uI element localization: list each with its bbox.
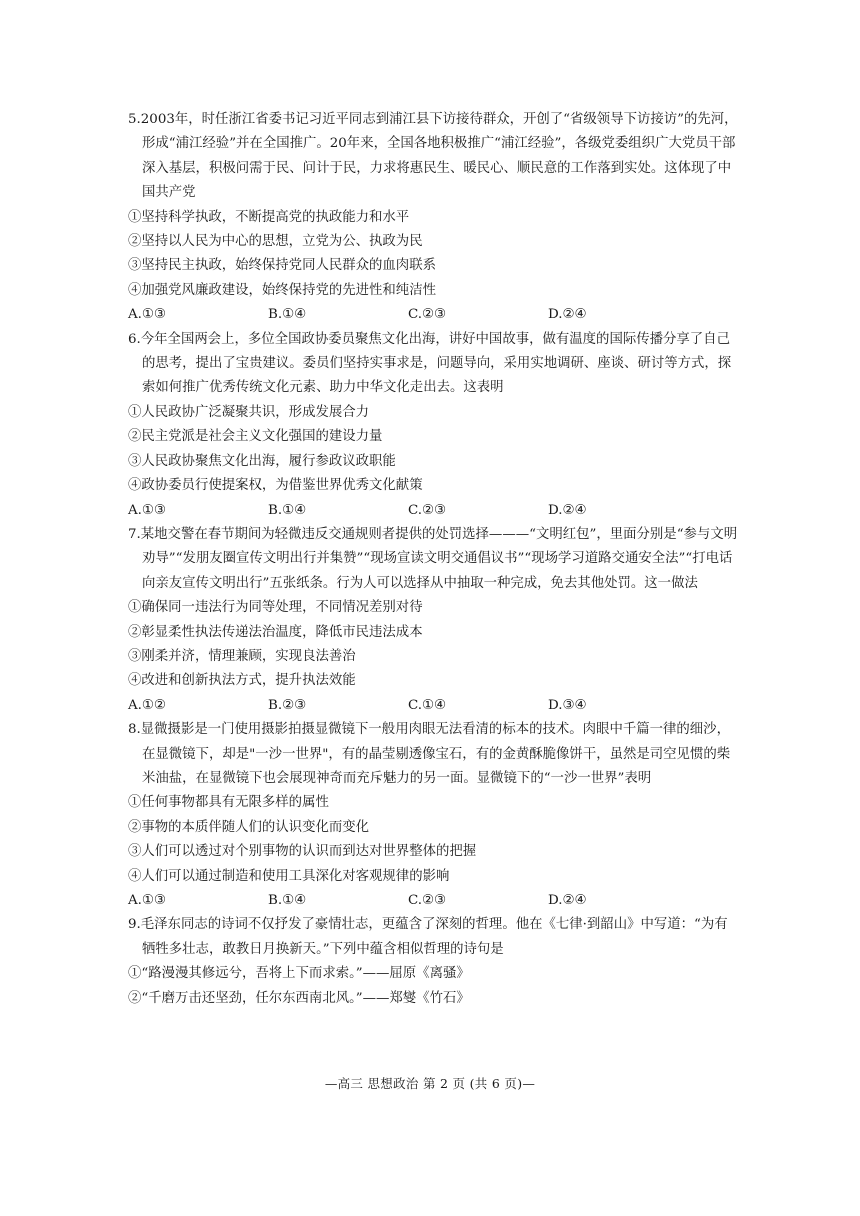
answer-choices (128, 889, 738, 913)
statement-option: ②彰显柔性执法传递法治温度，降低市民违法成本 (128, 624, 423, 640)
statement-option: ①任何事物都具有无限多样的属性 (128, 795, 329, 811)
question-7 (128, 523, 738, 718)
choice-b: B.①④ (268, 502, 307, 518)
statement-option: ①人民政协广泛凝聚共识，形成发展合力 (128, 404, 370, 420)
answer-choices (128, 499, 738, 523)
choice-a: A.①② (128, 697, 166, 713)
question-stem: 8.显微摄影是一门使用摄影拍摄显微镜下一般用肉眼无法看清的标本的技术。肉眼中千篇一律的细沙，在显微镜下，却是"一沙一世界"，有的晶莹剔透像宝石，有的金黄酥脆像饼干，虽然是司空见惯的柴米油盐，在显微镜下也会展现神奇而充斥魅力的另一面。显微镜下的“一沙一世界”表明 (128, 722, 731, 786)
choice-a: A.①③ (128, 893, 166, 908)
statement-option: ③人们可以透过对个别事物的认识而到达对世界整体的把握 (128, 844, 477, 860)
question-list (128, 108, 738, 1011)
answer-choices (128, 303, 738, 327)
statement-option: ④加强党风廉政建设，始终保持党的先进性和纯洁性 (128, 282, 436, 298)
statement-option: ②“千磨万击还坚劲，任尔东西南北风。”——郑燮《竹石》 (128, 990, 470, 1006)
choice-d: D.②④ (548, 502, 587, 518)
statement-option: ②民主党派是社会主义文化强国的建设力量 (128, 429, 383, 445)
statement-option: ③坚持民主执政，始终保持党同人民群众的血肉联系 (128, 258, 436, 274)
statement-option: ②事物的本质伴随人们的认识变化而变化 (128, 819, 370, 835)
choice-c: C.②③ (408, 307, 447, 323)
choice-a: A.①③ (128, 307, 166, 323)
choice-b: B.①④ (268, 307, 307, 323)
statement-option: ③人民政协聚焦文化出海，履行参政议政职能 (128, 453, 396, 469)
choice-c: C.②③ (408, 893, 447, 908)
answer-choices (128, 694, 738, 718)
statement-option: ②坚持以人民为中心的思想，立党为公、执政为民 (128, 234, 423, 250)
page-footer: —高三 思想政治 第 2 页 (共 6 页)— (324, 1076, 536, 1091)
question-9 (128, 913, 738, 1011)
question-stem: 5.2003年，时任浙江省委书记习近平同志到浦江县下访接待群众，开创了“省级领导下访接访”的先河，形成“浦江经验”并在全国推广。20年来，全国各地积极推广“浦江经验”，各级党委组织广大党员干部深入基层，积极问需于民、问计于民，力求将惠民生、暖民心、顺民意的工作落到实处。这体现了中国共产党 (128, 112, 738, 201)
choice-a: A.①③ (128, 502, 166, 518)
choice-d: D.③④ (548, 697, 587, 713)
question-6 (128, 328, 738, 523)
question-stem: 7.某地交警在春节期间为轻微违反交通规则者提供的处罚选择———“文明红包”，里面分别是“参与文明劝导”“发朋友圈宣传文明出行并集赞”“现场宣读文明交通倡议书”“现场学习道路交通安全法”“打电话向亲友宣传文明出行”五张纸条。行为人可以选择从中抽取一种完成，免去其他处罚。这一做法 (128, 526, 738, 591)
statement-option: ④人们可以通过制造和使用工具深化对客观规律的影响 (128, 868, 450, 884)
statement-option: ④政协委员行使提案权，为借鉴世界优秀文化献策 (128, 478, 423, 494)
choice-d: D.②④ (548, 893, 587, 908)
question-5 (128, 108, 738, 328)
question-stem: 9.毛泽东同志的诗词不仅抒发了豪情壮志，更蕴含了深刻的哲理。他在《七律·到韶山》中写道：“为有牺牲多壮志，敢教日月换新天。”下列中蕴含相似哲理的诗句是 (128, 917, 728, 957)
choice-d: D.②④ (548, 307, 587, 323)
statement-option: ③刚柔并济，情理兼顾，实现良法善治 (128, 648, 356, 664)
statement-option: ④改进和创新执法方式，提升执法效能 (128, 673, 356, 689)
statement-option: ①“路漫漫其修远兮，吾将上下而求索。”——屈原《离骚》 (128, 966, 470, 982)
question-8 (128, 718, 738, 913)
choice-b: B.①④ (268, 893, 307, 908)
statement-option: ①坚持科学执政，不断提高党的执政能力和水平 (128, 209, 410, 225)
question-stem: 6.今年全国两会上，多位全国政协委员聚焦文化出海，讲好中国故事，做有温度的国际传播分享了自己的思考，提出了宝贵建议。委员们坚持实事求是，问题导向，采用实地调研、座谈、研讨等方式，探索如何推广优秀传统文化元素、助力中华文化走出去。这表明 (128, 331, 732, 396)
choice-c: C.②③ (408, 502, 447, 518)
choice-b: B.②③ (268, 697, 307, 713)
statement-option: ①确保同一违法行为同等处理，不同情况差别对待 (128, 600, 423, 616)
choice-c: C.①④ (408, 697, 447, 713)
